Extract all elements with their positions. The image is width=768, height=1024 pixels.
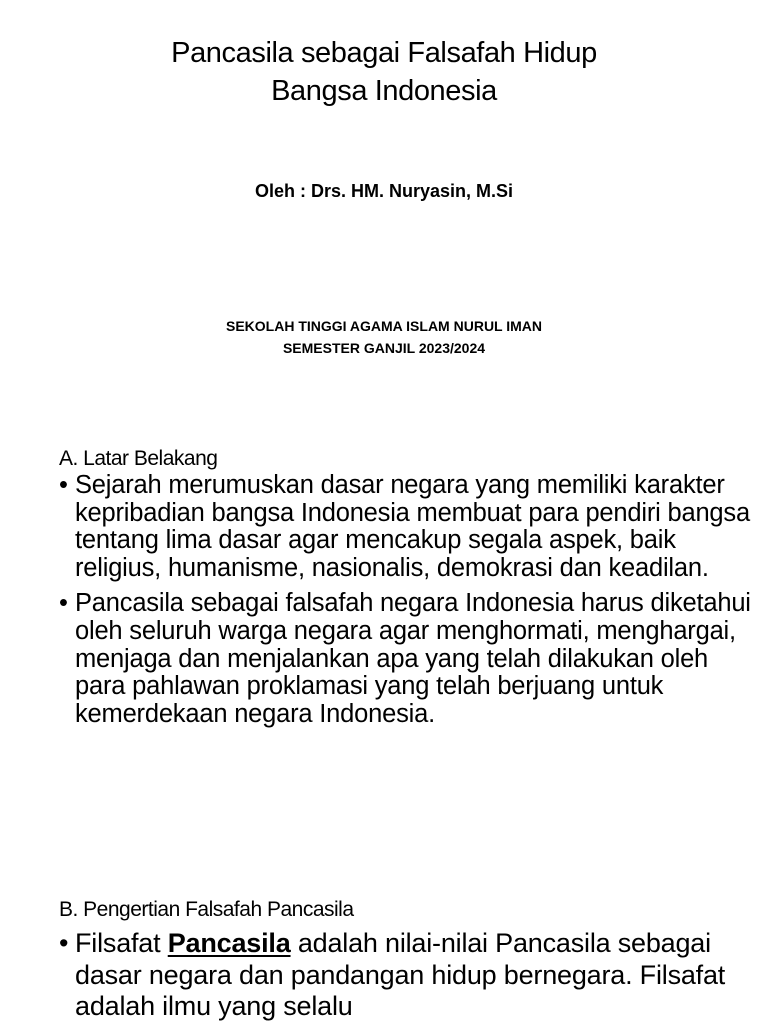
- bullet-text: [75, 928, 725, 1021]
- semester-label: SEMESTER GANJIL 2023/2024: [282, 340, 486, 356]
- title-line-2: Bangsa Indonesia: [271, 75, 497, 107]
- section-b-heading: B. Pengertian Falsafah Pancasila: [59, 898, 354, 921]
- section-b-bullet-list: [59, 928, 759, 1023]
- bullet-text: Pancasila sebagai falsafah negara Indonesia harus diketahui oleh seluruh warga negara agar menghormati, menghargai, menjaga dan menjalankan apa yang telah dilakukan oleh para pahlawan proklamasi yang telah berjuang untuk kemerdekaan negara Indonesia.: [75, 589, 751, 728]
- institution-block: [0, 315, 768, 359]
- bullet-marker: •: [59, 471, 68, 499]
- bullet-text-prefix: Filsafat: [75, 928, 168, 958]
- bullet-text-rest: adalah nilai-nilai Pancasila sebagai dasar negara dan pandangan hidup bernegara. Filsafat adalah ilmu yang selalu: [75, 928, 726, 1021]
- bullet-item: [59, 590, 759, 728]
- emphasized-term: Pancasila: [167, 928, 291, 958]
- section-a-bullet-list: [59, 472, 759, 728]
- author-line: Oleh : Drs. HM. Nuryasin, M.Si: [254, 181, 514, 201]
- section-a-heading: A. Latar Belakang: [59, 447, 218, 470]
- document-title: [0, 34, 768, 110]
- bullet-marker: •: [59, 589, 68, 618]
- bullet-item: [59, 928, 759, 1023]
- bullet-text: Sejarah merumuskan dasar negara yang memiliki karakter kepribadian bangsa Indonesia membuat para pendiri bangsa tentang lima dasar agar mencakup segala aspek, baik religius, humanisme, nasionalis, demokrasi dan keadilan.: [75, 471, 750, 582]
- institution-name: SEKOLAH TINGGI AGAMA ISLAM NURUL IMAN: [225, 318, 543, 334]
- bullet-item: [59, 472, 759, 582]
- title-line-1: Pancasila sebagai Falsafah Hidup: [171, 37, 597, 69]
- bullet-marker: •: [59, 928, 69, 958]
